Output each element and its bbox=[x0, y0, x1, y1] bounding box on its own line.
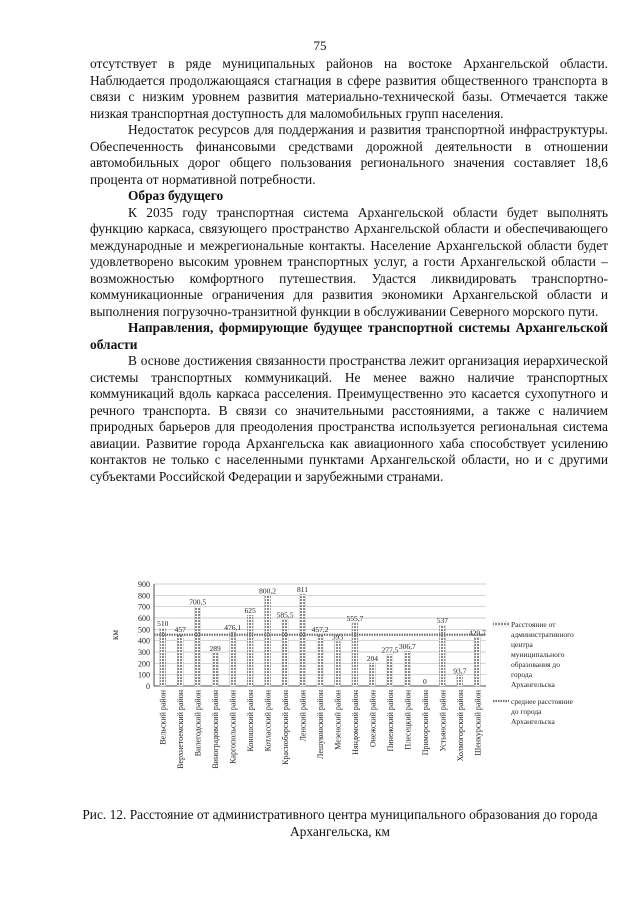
data-label: 476,1 bbox=[224, 623, 242, 633]
y-tick-label: 900 bbox=[138, 580, 150, 589]
bar bbox=[457, 675, 463, 686]
x-tick-label: Каргопольский район bbox=[228, 690, 238, 764]
bar bbox=[247, 615, 253, 686]
bar bbox=[352, 623, 358, 686]
data-label: 306,7 bbox=[398, 642, 416, 652]
bar bbox=[212, 653, 218, 686]
body-text bbox=[90, 56, 608, 485]
x-tick-label: Приморский район bbox=[420, 690, 430, 756]
legend-entry-text: муниципального bbox=[511, 650, 565, 659]
x-tick-label: Мезенский район bbox=[333, 690, 343, 750]
bar bbox=[474, 637, 480, 686]
data-label: 625 bbox=[244, 606, 256, 616]
x-tick-label: Лешуконский район bbox=[316, 690, 325, 759]
data-label: 393 bbox=[331, 632, 344, 642]
data-label: 555,7 bbox=[346, 614, 364, 624]
data-label: 204 bbox=[366, 653, 379, 663]
x-tick-label: Шенкурский район bbox=[473, 690, 483, 756]
section-heading: Образ будущего bbox=[128, 188, 224, 203]
x-tick-label: Онежский район bbox=[368, 690, 378, 748]
x-tick-label: Пинежский район bbox=[385, 690, 395, 752]
x-tick-label: Вилегодский район bbox=[193, 690, 203, 757]
bar bbox=[334, 641, 340, 686]
x-tick-label: Няндомский район bbox=[350, 690, 360, 755]
bar bbox=[300, 594, 306, 686]
bar bbox=[317, 634, 323, 686]
data-label: 429,7 bbox=[468, 628, 486, 638]
data-label: 0 bbox=[422, 677, 427, 686]
bar bbox=[195, 607, 201, 686]
distance-bar-chart bbox=[108, 578, 628, 798]
y-tick-label: 800 bbox=[138, 591, 150, 601]
x-tick-label: Коношский район bbox=[246, 690, 256, 752]
x-tick-label: Вельский район bbox=[158, 690, 168, 745]
legend-entry-text: центра bbox=[511, 640, 533, 649]
bar bbox=[387, 655, 393, 686]
page-number: 75 bbox=[313, 38, 327, 53]
bar bbox=[404, 651, 410, 686]
paragraph: Недостаток ресурсов для поддержания и развития транспортной инфраструктуры. Обеспеченность финансовыми средствами дорожной деятельности в отношении автомобильных дорог общего пользования регионального значения составляет 18,6 процента от нормативной потребности. bbox=[90, 122, 608, 187]
x-tick-label: Плесецкий район bbox=[403, 690, 413, 750]
paragraph: К 2035 году транспортная система Архангельской области будет выполнять функцию каркаса, связующего пространство Архангельской области и обеспечивающего международные и межрегиональные контакты. Население Архангельской области будет удовлетворено высоким уровнем транспортных услуг, а гости Архангельской области – возможностью комфортного путешествия. Удастся ликвидировать транспортно-коммуникационные ограничения для развития экономики Архангельской области и выполнения погрузочно-транзитной функции в обслуживании Северного морского пути. bbox=[90, 204, 608, 319]
y-tick-label: 600 bbox=[138, 614, 150, 623]
legend-entry-text: административного bbox=[511, 630, 574, 639]
y-tick-label: 0 bbox=[146, 682, 150, 691]
bar bbox=[177, 634, 183, 686]
legend-entry-text: среднее расстояние bbox=[511, 697, 573, 706]
y-tick-label: 500 bbox=[138, 625, 150, 635]
y-axis-label: км bbox=[110, 629, 120, 641]
data-label: 800,2 bbox=[259, 586, 277, 596]
x-tick-label: Ленский район bbox=[298, 690, 308, 742]
x-tick-label: Котласский район bbox=[263, 690, 273, 752]
legend-entry-text: образования до bbox=[511, 660, 561, 669]
x-tick-label: Красноборский район bbox=[281, 690, 291, 765]
x-tick-label: Верхнетоемский район bbox=[176, 690, 186, 769]
legend-entry-text: Архангельска bbox=[511, 717, 555, 726]
y-tick-label: 400 bbox=[138, 636, 150, 646]
data-label: 811 bbox=[297, 585, 309, 595]
data-label: 510 bbox=[157, 619, 169, 629]
x-tick-label: Холмогорский район bbox=[455, 690, 465, 762]
legend-entry-text: города bbox=[511, 670, 533, 679]
y-tick-label: 300 bbox=[138, 648, 150, 657]
bar bbox=[160, 628, 166, 686]
y-tick-label: 100 bbox=[138, 670, 150, 680]
paragraph: отсутствует в ряде муниципальных районов на востоке Архангельской области. Наблюдается продолжающаяся стагнация в сфере развития общественного транспорта в связи с низким уровнем развития материально-технической базы. Отмечается также низкая транспортная доступность для маломобильных групп населения. bbox=[90, 56, 608, 121]
y-tick-label: 200 bbox=[138, 659, 150, 669]
x-tick-label: Виноградовский район bbox=[211, 690, 221, 769]
bar bbox=[369, 663, 375, 686]
data-label: 93,7 bbox=[453, 666, 467, 676]
bar bbox=[282, 620, 288, 686]
figure-caption: Рис. 12. Расстояние от административного центра муниципального образования до города Архангельска, км bbox=[82, 807, 598, 839]
legend-entry-text: до города bbox=[511, 707, 542, 716]
legend-entry-text: Расстояние от bbox=[511, 620, 556, 629]
legend-swatch-bars bbox=[493, 622, 509, 626]
section-heading: Направления, формирующие будущее транспортной системы Архангельской области bbox=[90, 320, 608, 352]
data-label: 457,2 bbox=[311, 625, 329, 635]
data-label: 700,5 bbox=[189, 597, 207, 607]
paragraph: В основе достижения связанности пространства лежит организация иерархической системы транспортных коммуникаций. Не менее важно наличие транспортных коммуникаций вдоль каркаса расселения. Преимущественно это касается сухопутного и речного транспорта. В связи со значительными расстояниями, а также с наличием природных барьеров для преодоления пространства используется региональная система авиации. Развитие города Архангельска как авиационного хаба способствует усилению контактов не только с населенными пунктами Архангельской области, но и с другими субъектами Российской Федерации и зарубежными странами. bbox=[90, 353, 608, 484]
legend-entry-text: Архангельска bbox=[511, 680, 555, 689]
data-label: 537 bbox=[436, 616, 448, 626]
x-tick-label: Устьянский район bbox=[438, 690, 448, 752]
y-tick-label: 700 bbox=[138, 602, 150, 612]
data-label: 457 bbox=[174, 625, 186, 635]
data-label: 585,5 bbox=[276, 610, 294, 620]
data-label: 277,5 bbox=[381, 645, 399, 655]
bar bbox=[265, 595, 271, 686]
bar bbox=[230, 632, 236, 686]
data-label: 289 bbox=[209, 644, 221, 654]
